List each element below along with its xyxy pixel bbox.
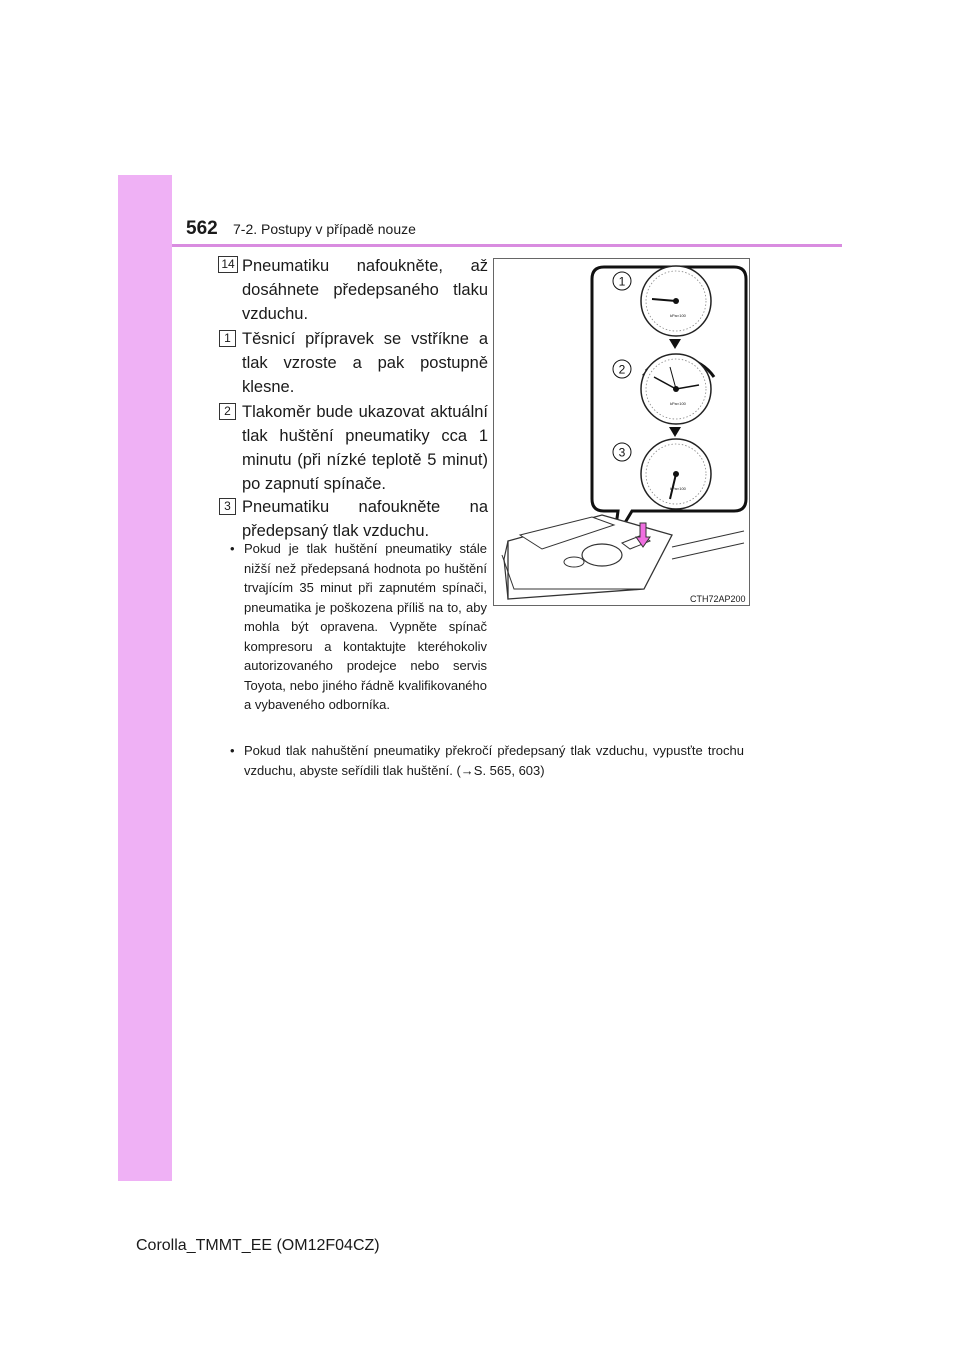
step-1-text: Těsnicí přípravek se vstříkne a tlak vzroste a pak postupně klesne. bbox=[242, 330, 488, 396]
note-overpressure bbox=[230, 741, 744, 780]
figure-code: CTH72AP200 bbox=[690, 594, 746, 604]
svg-text:2: 2 bbox=[618, 362, 626, 377]
svg-text:kPa×100: kPa×100 bbox=[670, 313, 686, 318]
step-badge-14: 14 bbox=[218, 256, 238, 273]
header-rule bbox=[172, 244, 842, 247]
chapter-sidebar-tab bbox=[118, 175, 172, 1181]
gauge-3-icon bbox=[641, 439, 711, 509]
step-badge-3: 3 bbox=[219, 498, 236, 515]
svg-text:kPa×100: kPa×100 bbox=[670, 486, 686, 491]
step-3-text: Pneumatiku nafoukněte na předepsaný tlak vzduchu. bbox=[242, 498, 488, 540]
note-compressor-failure bbox=[230, 539, 487, 715]
callout-2 bbox=[613, 360, 631, 378]
step-badge-2: 2 bbox=[219, 403, 236, 420]
callout-1 bbox=[613, 272, 631, 290]
note-text: Pokud je tlak huštění pneumatiky stále nižší než předepsaná hodnota po huštění trvajícím 35 minut při zapnutém spínači, pneumatika je poškozena příliš na to, aby mohla být opravena. Vypněte spínač kompresoru a kontaktujte kteréhokoliv autorizovaného prodejce nebo servis Toyota, nebo jiného řádně kvalifikovaného a vybaveného odborníka. bbox=[244, 541, 487, 712]
page-number: 562 bbox=[186, 218, 218, 239]
step-14-text: Pneumatiku nafoukněte, až dosáhnete předepsaného tlaku vzduchu. bbox=[242, 257, 488, 323]
note-text: Pokud tlak nahuštění pneumatiky překročí předepsaný tlak vzduchu, vypusťte trochu vzduchu, abyste seřídili tlak huštění. (→S. 565, 603) bbox=[244, 743, 744, 778]
gauge-1-icon bbox=[641, 266, 711, 336]
compressor-gauge-figure bbox=[493, 258, 750, 606]
section-title: 7-2. Postupy v případě nouze bbox=[233, 221, 416, 237]
step-badge-1: 1 bbox=[219, 330, 236, 347]
callout-3 bbox=[613, 443, 631, 461]
svg-text:kPa×100: kPa×100 bbox=[670, 401, 686, 406]
footer-manual-id: Corolla_TMMT_EE (OM12F04CZ) bbox=[136, 1237, 380, 1254]
compressor-icon bbox=[502, 515, 744, 599]
gauge-illustration bbox=[494, 259, 751, 607]
step-2-text: Tlakoměr bude ukazovat aktuální tlak huštění pneumatiky cca 1 minutu (při nízké teplotě 5 minut) po zapnutí spínače. bbox=[242, 403, 488, 493]
bullet-dot: • bbox=[230, 743, 235, 758]
svg-text:3: 3 bbox=[618, 445, 626, 460]
bullet-dot: • bbox=[230, 541, 235, 556]
svg-text:1: 1 bbox=[618, 274, 626, 289]
